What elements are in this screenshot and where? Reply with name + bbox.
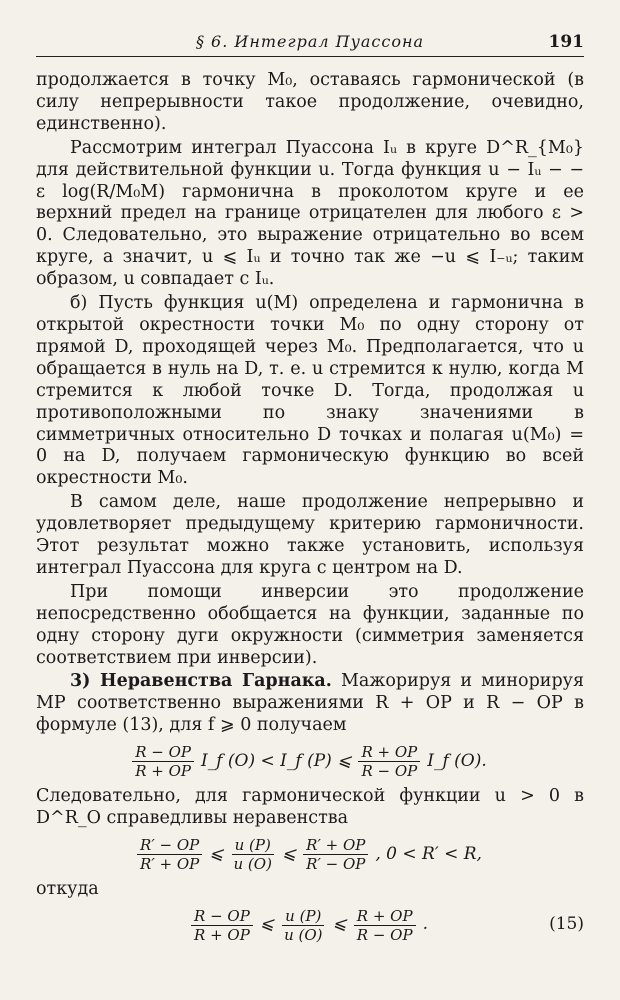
relation: ⩽ [209,843,224,864]
numerator: u (P) [282,907,324,926]
paragraph: откуда [36,879,99,899]
equation-number: (15) [549,914,584,935]
denominator: R + OP [194,925,250,944]
denominator: R′ + OP [140,855,200,873]
fraction [191,907,253,944]
condition: , 0 < R′ < R, [375,843,482,864]
denominator: R − OP [361,762,418,781]
formula-tail: . [422,914,428,935]
fraction [354,907,416,944]
numerator: R − OP [132,743,194,762]
denominator: R − OP [356,925,413,944]
numerator: R′ + OP [303,836,368,855]
denominator: u (O) [284,925,323,944]
numerator: R + OP [358,743,420,762]
denominator: u (O) [233,855,272,873]
paragraph: б) Пусть функция u(M) определена и гармонична в открытой окрестности точки M₀ по одну сторону от прямой D, проходящей через M₀. Предполагается, что u обращается в нуль на D, т. е. u стремится к нулю, когда M стремится к любой точке D. Тогда, продолжая u противоположными по знаку значениями в симметричных относительно D точках и полагая u(M₀) = 0 на D, получаем гармоническую функцию во всей окрестности M₀. [36,293,584,489]
fraction [137,836,202,873]
formula-3 [36,907,584,944]
section-title: § 6. Интеграл Пуассона [195,32,425,51]
fraction [132,743,194,780]
numerator: R + OP [354,907,416,926]
paragraph: продолжается в точку M₀, оставаясь гармонической (в силу непрерывности такое продолжение, очевидно, единственно). [36,70,584,134]
denominator: R + OP [135,762,192,781]
fraction [230,836,274,873]
relation: ⩽ [259,914,275,935]
numerator: R′ − OP [137,836,202,855]
formula-tail: I_f (O). [427,750,487,771]
fraction [281,907,325,944]
numerator: R − OP [191,907,253,926]
paragraph: При помощи инверсии это продолжение непосредственно обобщается на функции, заданные по одну сторону дуги окружности (симметрия заменяется соответствием при инверсии). [36,581,584,668]
running-header [36,30,584,57]
paragraph: Следовательно, для гармонической функции u > 0 в D^R_O справедливы неравенства [36,786,584,829]
paragraph-garnack [36,671,584,737]
denominator: R′ − OP [306,855,366,873]
numerator: u (P) [232,836,274,855]
formula-1 [36,743,584,780]
page-number: 191 [548,32,584,52]
formula-2 [36,836,584,873]
fraction [303,836,368,873]
page-body [36,70,584,950]
paragraph: Рассмотрим интеграл Пуассона Iᵤ в круге D^R_{M₀} для действительной функции u. Тогда функция u − Iᵤ − − ε log(R/M₀M) гармонична в проколотом круге и ее верхний предел на границе отрицателен для любого ε > 0. Следовательно, это выражение отрицательно во всем круге, а значит, u ⩽ Iᵤ и точно так же −u ⩽ I₋ᵤ; таким образом, u совпадает с Iᵤ. [36,137,584,290]
paragraph: В самом деле, наше продолжение непрерывно и удовлетворяет предыдущему критерию гармоничности. Этот результат можно также установить, используя интеграл Пуассона для круга с центром на D. [36,492,584,578]
relation: ⩽ [281,843,297,864]
garnack-heading: 3) Неравенства Гарнака. [70,671,332,692]
fraction [358,743,420,780]
formula-middle: I_f (O) < I_f (P) ⩽ [201,750,352,771]
garnack-text: Мажорируя и минорируя MP соответственно выражениями R + OP и R − OP в формуле (13), для f ⩾ 0 получаем [36,671,584,736]
relation: ⩽ [332,914,347,935]
